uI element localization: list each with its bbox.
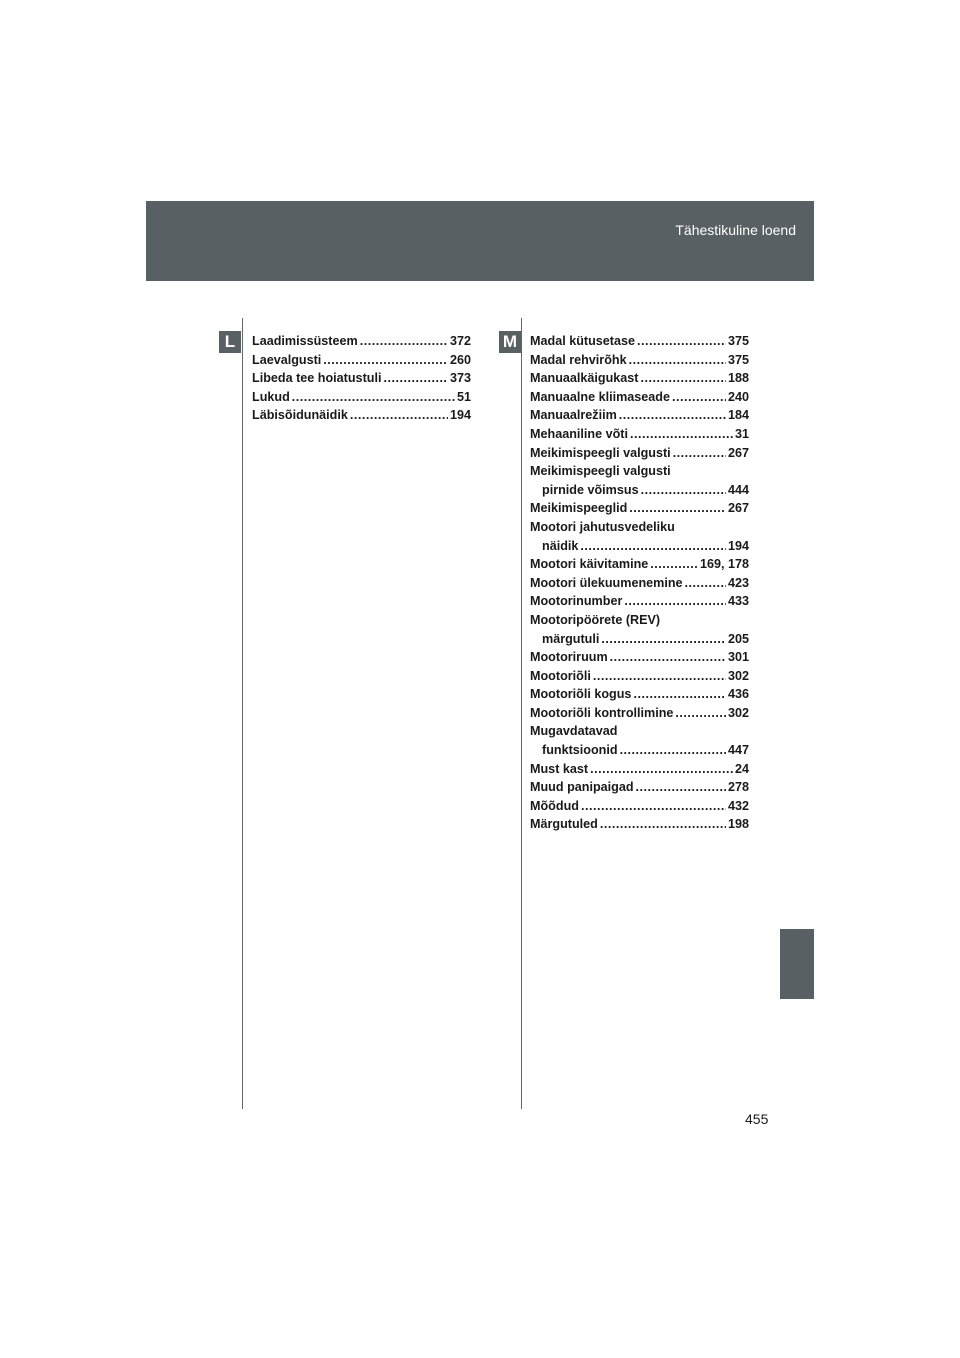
index-entry bbox=[530, 388, 749, 407]
index-entry-page: 267 bbox=[727, 445, 749, 460]
index-entry-page: 278 bbox=[727, 780, 749, 795]
index-entry bbox=[530, 797, 749, 816]
index-entry-label: Meikimispeegli valgusti bbox=[530, 445, 671, 460]
index-entry-page: 194 bbox=[449, 408, 471, 423]
index-entry bbox=[252, 351, 471, 370]
index-entry bbox=[530, 667, 749, 686]
dot-leader bbox=[619, 406, 726, 425]
index-entry bbox=[530, 815, 749, 834]
index-entry-row bbox=[530, 797, 749, 816]
index-entry-page: 373 bbox=[449, 371, 471, 386]
index-entry-row bbox=[252, 388, 471, 407]
index-entry-row bbox=[530, 388, 749, 407]
index-entry-row bbox=[530, 499, 749, 518]
letter-heading-l: L bbox=[219, 331, 241, 353]
dot-leader bbox=[673, 444, 726, 463]
index-entry-page: 260 bbox=[449, 352, 471, 367]
index-entry-label: näidik bbox=[542, 538, 579, 553]
dot-leader bbox=[620, 741, 726, 760]
index-entry-page: 31 bbox=[734, 426, 749, 441]
index-entry-page: 423 bbox=[727, 575, 749, 590]
index-entry-page: 169, 178 bbox=[699, 557, 749, 572]
index-entry-label: Manuaalkäigukast bbox=[530, 371, 639, 386]
dot-leader bbox=[637, 332, 726, 351]
index-entry bbox=[530, 444, 749, 463]
index-entry-row bbox=[530, 444, 749, 463]
index-entry bbox=[530, 555, 749, 574]
dot-leader bbox=[675, 704, 726, 723]
index-entry-row bbox=[530, 592, 749, 611]
index-entry-label: Mehaaniline võti bbox=[530, 426, 628, 441]
index-entry-label: Mootoriruum bbox=[530, 650, 608, 665]
index-entry-page: 375 bbox=[727, 334, 749, 348]
dot-leader bbox=[629, 351, 726, 370]
index-entry bbox=[252, 406, 471, 425]
index-entry-label: Mootoriõli bbox=[530, 668, 591, 683]
index-entry-heading: Mugavdatavad bbox=[530, 724, 618, 739]
dot-leader bbox=[292, 388, 455, 407]
dot-leader bbox=[650, 555, 698, 574]
index-entry-page: 240 bbox=[727, 389, 749, 404]
index-entry-label: Lukud bbox=[252, 389, 290, 404]
dot-leader bbox=[360, 332, 448, 351]
dot-leader bbox=[593, 667, 726, 686]
index-entry-page: 436 bbox=[727, 687, 749, 702]
index-entry-heading: Mootoripöörete (REV) bbox=[530, 612, 661, 627]
dot-leader bbox=[641, 369, 726, 388]
index-entry-page: 433 bbox=[727, 594, 749, 609]
index-entry bbox=[530, 611, 749, 648]
index-entry bbox=[530, 685, 749, 704]
index-entry-row bbox=[530, 406, 749, 425]
index-entry-page: 444 bbox=[727, 482, 749, 497]
index-entry-page: 447 bbox=[727, 743, 749, 758]
dot-leader bbox=[383, 369, 448, 388]
index-entry-row bbox=[530, 667, 749, 686]
index-entry bbox=[252, 332, 471, 351]
index-entry-page: 24 bbox=[734, 761, 749, 776]
dot-leader bbox=[580, 537, 726, 556]
index-entry-row bbox=[530, 425, 749, 444]
index-entry-row bbox=[530, 815, 749, 834]
index-entry bbox=[530, 574, 749, 593]
index-entry bbox=[530, 462, 749, 499]
index-column-l bbox=[252, 332, 471, 425]
index-entry-label: Mõõdud bbox=[530, 798, 579, 813]
index-entry-label: Muud panipaigad bbox=[530, 780, 634, 795]
index-entry-page: 198 bbox=[727, 817, 749, 832]
index-entry-label: pirnide võimsus bbox=[542, 482, 639, 497]
index-entry-label: Madal kütusetase bbox=[530, 334, 635, 348]
index-entry-label: Manuaalne kliimaseade bbox=[530, 389, 670, 404]
index-entry-row bbox=[530, 481, 749, 500]
index-entry-page: 372 bbox=[449, 334, 471, 348]
dot-leader bbox=[685, 574, 726, 593]
index-entry bbox=[530, 406, 749, 425]
index-entry bbox=[530, 369, 749, 388]
index-entry-row bbox=[252, 369, 471, 388]
index-entry-label: Manuaalrežiim bbox=[530, 408, 617, 423]
letter-heading-m: M bbox=[499, 331, 521, 353]
index-entry-label: Läbisõidunäidik bbox=[252, 408, 348, 423]
dot-leader bbox=[629, 499, 726, 518]
index-entry-row bbox=[530, 778, 749, 797]
index-entry-page: 375 bbox=[727, 352, 749, 367]
index-entry bbox=[252, 388, 471, 407]
dot-leader bbox=[624, 592, 726, 611]
dot-leader bbox=[641, 481, 726, 500]
index-entry bbox=[530, 351, 749, 370]
dot-leader bbox=[636, 778, 726, 797]
index-entry bbox=[530, 648, 749, 667]
index-entry-label: Must kast bbox=[530, 761, 589, 776]
dot-leader bbox=[600, 815, 726, 834]
index-entry-row bbox=[530, 630, 749, 649]
index-entry-row bbox=[530, 741, 749, 760]
index-entry-label: Libeda tee hoiatustuli bbox=[252, 371, 382, 386]
index-entry bbox=[530, 499, 749, 518]
index-entry-page: 205 bbox=[727, 631, 749, 646]
index-entry-label: Meikimispeeglid bbox=[530, 501, 628, 516]
dot-leader bbox=[601, 630, 726, 649]
index-entry-label: Mootorinumber bbox=[530, 594, 623, 609]
index-entry-heading: Meikimispeegli valgusti bbox=[530, 464, 671, 479]
index-entry bbox=[252, 369, 471, 388]
index-entry-label: Madal rehvirõhk bbox=[530, 352, 627, 367]
index-entry-label: märgutuli bbox=[542, 631, 600, 646]
dot-leader bbox=[590, 760, 733, 779]
dot-leader bbox=[581, 797, 726, 816]
index-entry-row bbox=[530, 574, 749, 593]
index-entry-row bbox=[252, 406, 471, 425]
index-entry-page: 51 bbox=[456, 389, 471, 404]
index-entry-page: 188 bbox=[727, 371, 749, 386]
index-entry-label: Mootoriõli kogus bbox=[530, 687, 632, 702]
index-entry-label: Laadimissüsteem bbox=[252, 334, 358, 348]
index-entry-page: 267 bbox=[727, 501, 749, 516]
index-entry-label: Mootoriõli kontrollimine bbox=[530, 705, 674, 720]
index-entry-row bbox=[252, 332, 471, 351]
chapter-thumb-tab bbox=[780, 929, 814, 999]
page-number: 455 bbox=[745, 1111, 769, 1127]
index-entry bbox=[530, 332, 749, 351]
index-entry-row bbox=[530, 760, 749, 779]
index-entry-label: Märgutuled bbox=[530, 817, 598, 832]
dot-leader bbox=[350, 406, 448, 425]
index-entry-page: 301 bbox=[727, 650, 749, 665]
index-entry-row bbox=[530, 685, 749, 704]
index-entry bbox=[530, 760, 749, 779]
index-entry-label: Mootori ülekuumenemine bbox=[530, 575, 683, 590]
index-entry bbox=[530, 592, 749, 611]
index-entry-row bbox=[530, 537, 749, 556]
index-entry-row bbox=[530, 704, 749, 723]
index-entry-row bbox=[252, 351, 471, 370]
dot-leader bbox=[630, 425, 733, 444]
index-entry bbox=[530, 722, 749, 759]
column-divider-right bbox=[521, 318, 522, 1109]
dot-leader bbox=[323, 351, 448, 370]
index-entry-page: 432 bbox=[727, 798, 749, 813]
index-entry-label: funktsioonid bbox=[542, 743, 618, 758]
index-entry bbox=[530, 425, 749, 444]
index-entry bbox=[530, 518, 749, 555]
index-entry-label: Mootori käivitamine bbox=[530, 557, 649, 572]
index-entry-page: 184 bbox=[727, 408, 749, 423]
index-entry-heading: Mootori jahutusvedeliku bbox=[530, 519, 675, 534]
index-entry-row bbox=[530, 648, 749, 667]
index-entry-row bbox=[530, 369, 749, 388]
index-entry-page: 194 bbox=[727, 538, 749, 553]
index-entry-row bbox=[530, 332, 749, 351]
index-entry bbox=[530, 778, 749, 797]
header-band bbox=[146, 201, 814, 281]
section-title: Tähestikuline loend bbox=[675, 222, 796, 238]
index-column-m bbox=[530, 332, 749, 834]
dot-leader bbox=[672, 388, 726, 407]
index-entry-label: Laevalgusti bbox=[252, 352, 322, 367]
dot-leader bbox=[633, 685, 726, 704]
column-divider-left bbox=[242, 318, 243, 1109]
index-entry-page: 302 bbox=[727, 668, 749, 683]
index-entry bbox=[530, 704, 749, 723]
index-entry-row bbox=[530, 351, 749, 370]
index-entry-page: 302 bbox=[727, 705, 749, 720]
index-entry-row bbox=[530, 555, 749, 574]
dot-leader bbox=[610, 648, 726, 667]
